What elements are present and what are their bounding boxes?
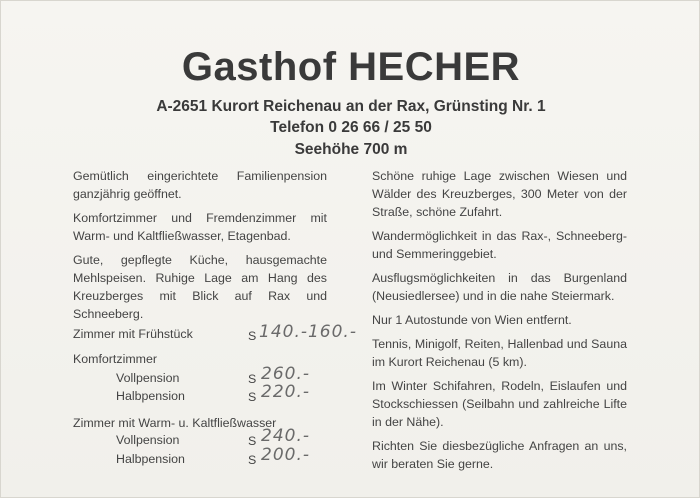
right-paragraph-3: Ausflugsmöglichkeiten in das Burgenland (Neusiedlersee) und in die nahe Steiermark. bbox=[372, 271, 627, 303]
right-paragraph-5: Tennis, Minigolf, Reiten, Hallenbad und Sauna im Kurort Reichenau (5 km). bbox=[372, 337, 627, 369]
price-value-warm-vollpension: 240.- bbox=[261, 426, 310, 446]
address: A-2651 Kurort Reichenau an der Rax, Grünsting Nr. 1 bbox=[156, 98, 546, 115]
currency-symbol: S bbox=[248, 434, 257, 448]
right-paragraph-2: Wandermöglichkeit in das Rax-, Schneeberg- und Semmeringgebiet. bbox=[372, 229, 627, 261]
left-paragraph-2: Komfortzimmer und Fremdenzimmer mit Warm- und Kaltfließwasser, Etagenbad. bbox=[73, 211, 327, 243]
currency-symbol: S bbox=[248, 453, 257, 467]
phone: Telefon 0 26 66 / 25 50 bbox=[270, 119, 432, 136]
price-label-warm-halbpension: Halbpension bbox=[116, 452, 185, 466]
altitude: Seehöhe 700 m bbox=[294, 141, 408, 158]
right-paragraph-4: Nur 1 Autostunde von Wien entfernt. bbox=[372, 313, 572, 327]
right-paragraph-1: Schöne ruhige Lage zwischen Wiesen und Wälder des Kreuzberges, 300 Meter von der Straße, schöne Zufahrt. bbox=[372, 169, 627, 219]
price-label-zimmer-fruehstueck: Zimmer mit Frühstück bbox=[73, 327, 193, 341]
price-label-komfortzimmer: Komfortzimmer bbox=[73, 352, 157, 366]
currency-symbol: S bbox=[248, 390, 257, 404]
price-value-komfort-vollpension: 260.- bbox=[261, 364, 310, 384]
currency-symbol: S bbox=[248, 372, 257, 386]
price-value-zimmer-fruehstueck: 140.-160.- bbox=[259, 322, 357, 342]
price-label-warm-kalt: Zimmer mit Warm- u. Kaltfließwasser bbox=[73, 416, 277, 430]
price-label-komfort-halbpension: Halbpension bbox=[116, 389, 185, 403]
right-paragraph-6: Im Winter Schifahren, Rodeln, Eislaufen und Stockschiessen (Seilbahn und zahlreiche Lifte in der Nähe). bbox=[372, 379, 627, 429]
price-value-komfort-halbpension: 220.- bbox=[261, 382, 310, 402]
right-paragraph-7: Richten Sie diesbezügliche Anfragen an uns, wir beraten Sie gerne. bbox=[372, 439, 627, 471]
price-label-komfort-vollpension: Vollpension bbox=[116, 371, 180, 385]
left-column bbox=[73, 167, 327, 329]
page-title: Gasthof HECHER bbox=[181, 45, 521, 89]
right-column bbox=[372, 167, 627, 479]
currency-symbol: S bbox=[248, 329, 257, 343]
left-paragraph-3: Gute, gepflegte Küche, hausgemachte Mehlspeisen. Ruhige Lage am Hang des Kreuzberges mit Blick auf Rax und Schneeberg. bbox=[73, 253, 327, 321]
left-paragraph-1: Gemütlich eingerichtete Familienpension ganzjährig geöffnet. bbox=[73, 169, 327, 201]
price-label-warm-vollpension: Vollpension bbox=[116, 433, 180, 447]
price-value-warm-halbpension: 200.- bbox=[261, 445, 310, 465]
